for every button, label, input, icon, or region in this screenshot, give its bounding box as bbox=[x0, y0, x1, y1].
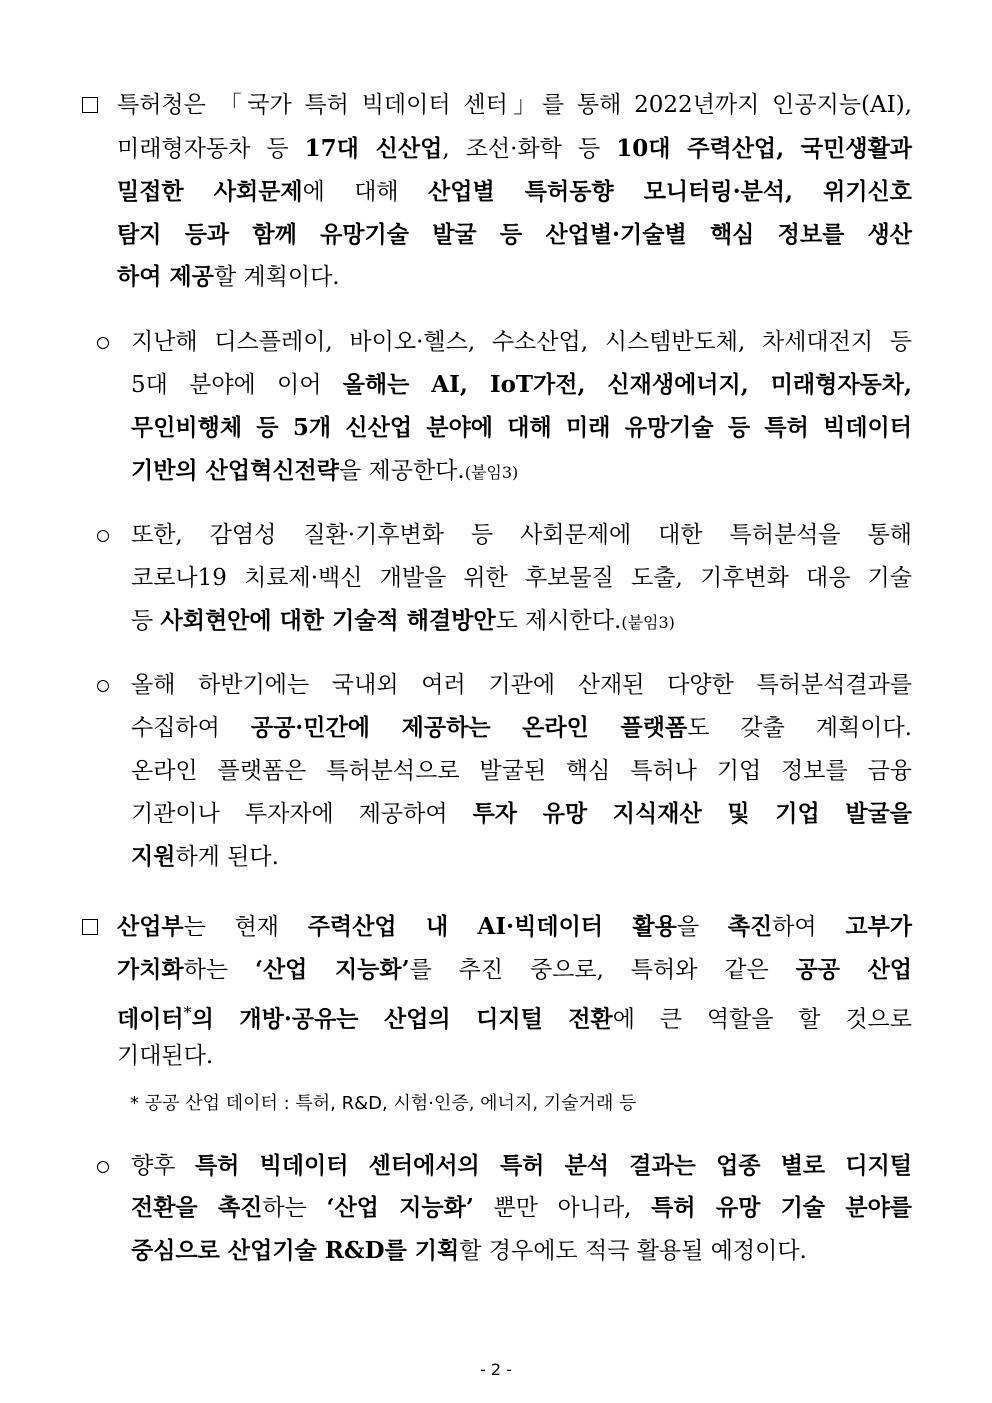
checkbox-square-bullet-1 bbox=[82, 97, 98, 113]
p1-line-2: 미래형자동차 등 17대 신산업, 조선·화학 등 10대 주력산업, 국민생활과 bbox=[117, 135, 913, 162]
p2-line-2: 5대 분야에 이어 올해는 AI, IoT가전, 신재생에너지, 미래형자동차, bbox=[131, 371, 913, 398]
p4-line-2: 수집하여 공공·민간에 제공하는 온라인 플랫폼도 갖출 계획이다. bbox=[131, 714, 912, 741]
p4-line-1: 올해 하반기에는 국내외 여러 기관에 산재된 다양한 특허분석결과를 bbox=[131, 672, 912, 698]
circle-bullet-4 bbox=[97, 1161, 109, 1173]
page-number: - 2 - bbox=[480, 1360, 512, 1379]
p6-line-1: 향후 특허 빅데이터 센터에서의 특허 분석 결과는 업종 별로 디지털 bbox=[131, 1152, 913, 1179]
p3-line-2: 코로나19 치료제·백신 개발을 위한 후보물질 도출, 기후변화 대응 기술 bbox=[131, 565, 912, 591]
p1-line-5: 하여 제공할 계획이다. bbox=[117, 263, 340, 290]
p3-line-1: 또한, 감염성 질환·기후변화 등 사회문제에 대한 특허분석을 통해 bbox=[131, 522, 912, 548]
p1-line-1: 특허청은 「국가 특허 빅데이터 센터」를 통해 2022년까지 인공지능(AI), bbox=[117, 92, 912, 118]
checkbox-square-bullet-2 bbox=[82, 919, 98, 935]
p5-line-1: 산업부는 현재 주력산업 내 AI·빅데이터 활용을 촉진하여 고부가 bbox=[117, 913, 912, 940]
p4-line-5: 지원하게 된다. bbox=[131, 843, 279, 870]
p6-line-2: 전환을 촉진하는 ‘산업 지능화’ 뿐만 아니라, 특허 유망 기술 분야를 bbox=[131, 1194, 912, 1221]
p2-line-4: 기반의 산업혁신전략을 제공한다.(붙임3) bbox=[131, 457, 519, 484]
p2-line-3: 무인비행체 등 5개 신산업 분야에 대해 미래 유망기술 등 특허 빅데이터 bbox=[131, 414, 912, 441]
circle-bullet-3 bbox=[97, 680, 109, 692]
p4-line-4: 기관이나 투자자에 제공하여 투자 유망 지식재산 및 기업 발굴을 bbox=[131, 800, 912, 827]
p5-line-4: 기대된다. bbox=[117, 1043, 214, 1069]
p5-line-2: 가치화하는 ‘산업 지능화’를 추진 중으로, 특허와 같은 공공 산업 bbox=[117, 956, 912, 983]
p2-line-1: 지난해 디스플레이, 바이오·헬스, 수소산업, 시스템반도체, 차세대전지 등 bbox=[131, 329, 912, 355]
p4-line-3: 온라인 플랫폼은 특허분석으로 발굴된 핵심 특허나 기업 정보를 금융 bbox=[131, 758, 912, 784]
footnote: * 공공 산업 데이터 : 특허, R&D, 시험·인증, 에너지, 기술거래 등 bbox=[130, 1093, 637, 1114]
circle-bullet-1 bbox=[97, 337, 109, 349]
p6-line-3: 중심으로 산업기술 R&D를 기획할 경우에도 적극 활용될 예정이다. bbox=[131, 1237, 807, 1264]
p1-line-3: 밀접한 사회문제에 대해 산업별 특허동향 모니터링·분석, 위기신호 bbox=[117, 178, 912, 205]
p5-line-3: 데이터*의 개방·공유는 산업의 디지털 전환에 큰 역할을 할 것으로 bbox=[117, 1003, 912, 1033]
p1-line-4: 탐지 등과 함께 유망기술 발굴 등 산업별·기술별 핵심 정보를 생산 bbox=[117, 221, 912, 248]
circle-bullet-2 bbox=[97, 530, 109, 542]
p3-line-3: 등 사회현안에 대한 기술적 해결방안도 제시한다.(붙임3) bbox=[131, 607, 675, 634]
